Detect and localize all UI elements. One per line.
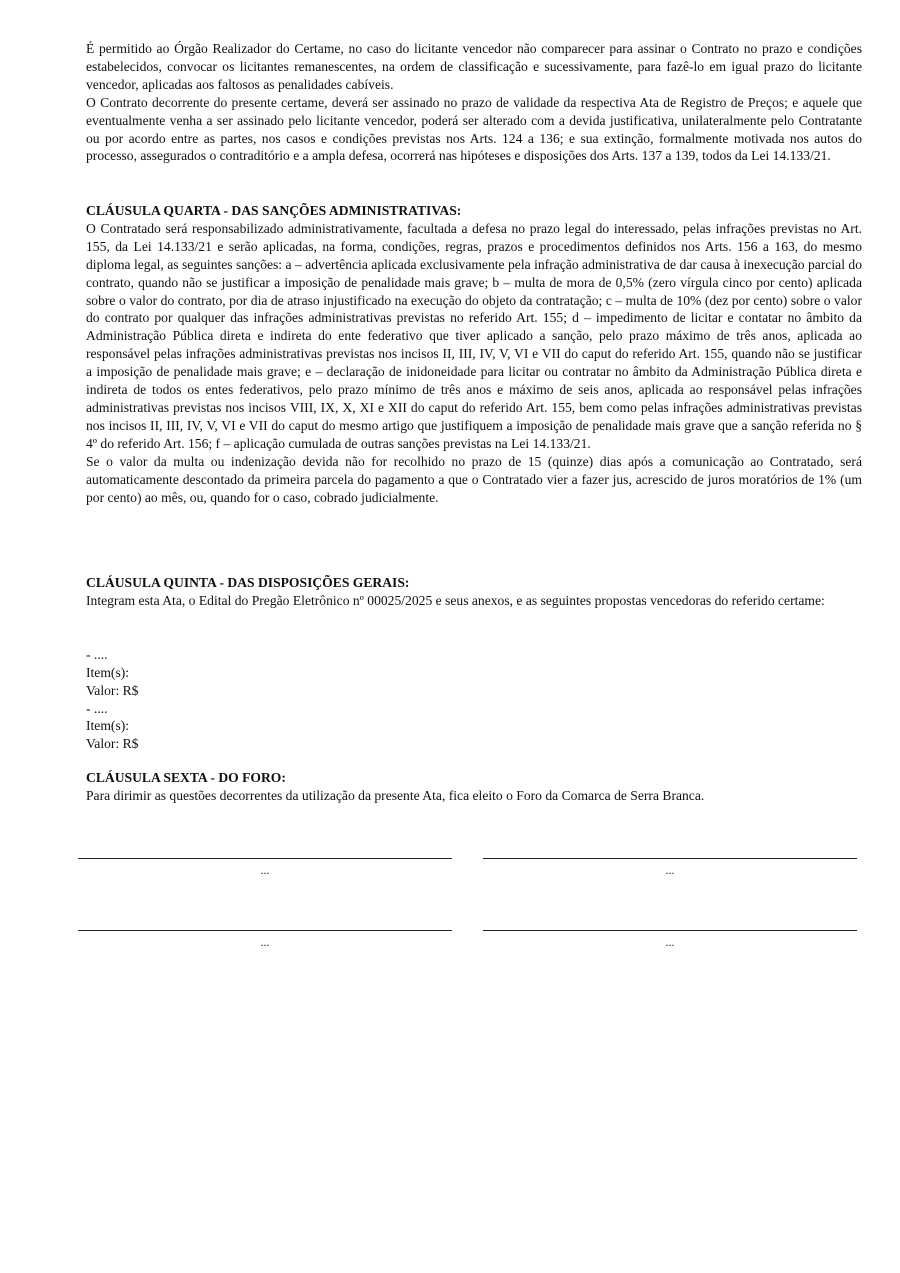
signature-name: ...: [260, 935, 270, 949]
signature-line: [78, 858, 452, 859]
proposta-items: Item(s):: [86, 664, 130, 680]
clausula-quarta: [86, 202, 862, 506]
signature-line: [483, 858, 857, 859]
signature-line: [78, 930, 452, 931]
signature-line: [483, 930, 857, 931]
intro-paragraph-1: É permitido ao Órgão Realizador do Certame, no caso do licitante vencedor não comparecer para assinar o Contrato no prazo e condições estabelecidos, convocar os licitantes remanescentes, na ordem de classificação e sucessivamente, para fazê-lo em igual prazo do licitante vencedor, aplicadas aos faltosos as penalidades cabíveis.: [86, 41, 862, 92]
clausula-sexta-title: CLÁUSULA SEXTA - DO FORO:: [86, 770, 286, 785]
clausula-quinta-paragraph: Integram esta Ata, o Edital do Pregão Eletrônico nº 00025/2025 e seus anexos, e as seguintes propostas vencedoras do referido certame:: [86, 592, 825, 608]
signature-name: ...: [260, 863, 270, 877]
clausula-quinta-title: CLÁUSULA QUINTA - DAS DISPOSIÇÕES GERAIS:: [86, 575, 410, 590]
proposta-valor: Valor: R$: [86, 682, 139, 698]
clausula-quinta: [86, 574, 862, 753]
clausula-sexta-paragraph: Para dirimir as questões decorrentes da utilização da presente Ata, fica eleito o Foro da Comarca de Serra Branca.: [86, 787, 705, 803]
clausula-quarta-paragraph-1: O Contratado será responsabilizado administrativamente, facultada a defesa no prazo legal do interessado, pelas infrações previstas no Art. 155, da Lei 14.133/21 e serão aplicadas, na forma, condições, regras, prazos e procedimentos definidos nos Arts. 156 a 163, do mesmo diploma legal, as seguintes sanções: a – advertência aplicada exclusivamente pela infração administrativa de dar causa à inexecução parcial do contrato, quando não se justificar a imposição de penalidade mais grave; b – multa de mora de 0,5% (zero vírgula cinco por cento) aplicada sobre o valor do contrato, por dia de atraso injustificado na execução do objeto da contratação; c – multa de 10% (dez por cento) sobre o valor do contrato por qualquer das infrações administrativas previstas no referido Art. 155; d – impedimento de licitar e contatar no âmbito da Administração Pública direta e indireta do ente federativo que tiver aplicado a sanção, pelo prazo máximo de três anos, aplicada ao responsável pelas infrações administrativas previstas nos incisos II, III, IV, V, VI e VII do caput do referido Art. 155, quando não se justificar a imposição de penalidade mais grave; e – declaração de inidoneidade para licitar ou contratar no âmbito da Administração Pública direta e indireta de todos os entes federativos, pelo prazo mínimo de três anos e máximo de seis anos, aplicada ao responsável pelas infrações administrativas previstas nos incisos VIII, IX, X, XI e XII do caput do referido Art. 155, bem como pelas infrações administrativas previstas nos incisos II, III, IV, V, VI e VII do caput do mesmo artigo que justifiquem a imposição de penalidade mais grave que a sanção referida no § 4º do referido Art. 156; f – aplicação cumulada de outras sanções previstas na Lei 14.133/21.: [86, 220, 862, 451]
intro-paragraph-2: O Contrato decorrente do presente certame, deverá ser assinado no prazo de validade da respectiva Ata de Registro de Preços; e aquele que eventualmente venha a ser assinado pelo licitante vencedor, poderá ser alterado com a devida justificativa, unilateralmente pelo Contratante ou por acordo entre as partes, nos casos e condições previstas nos Arts. 124 a 136; e sua extinção, formalmente motivada nos autos do processo, assegurados o contraditório e a ampla defesa, ocorrerá nas hipóteses e disposições dos Arts. 137 a 139, todos da Lei 14.133/21.: [86, 94, 862, 164]
proposta-name: - ....: [86, 700, 108, 716]
proposta-item: [86, 646, 862, 700]
proposta-items: Item(s):: [86, 718, 130, 734]
clausula-quarta-title: CLÁUSULA QUARTA - DAS SANÇÕES ADMINISTRATIVAS:: [86, 203, 462, 218]
clausula-sexta: [86, 769, 862, 805]
proposta-item: [86, 700, 862, 754]
proposta-name: - ....: [86, 646, 108, 662]
proposta-valor: Valor: R$: [86, 736, 139, 752]
signature-name: ...: [665, 863, 675, 877]
signature-name: ...: [665, 935, 675, 949]
intro-section: [86, 40, 862, 165]
clausula-quarta-paragraph-2: Se o valor da multa ou indenização devida não for recolhido no prazo de 15 (quinze) dias após a comunicação ao Contratado, será automaticamente descontado da primeira parcela do pagamento a que o Contratado vier a fazer jus, acrescido de juros moratórios de 1% (um por cento) ao mês, ou, quando for o caso, cobrado judicialmente.: [86, 453, 862, 505]
